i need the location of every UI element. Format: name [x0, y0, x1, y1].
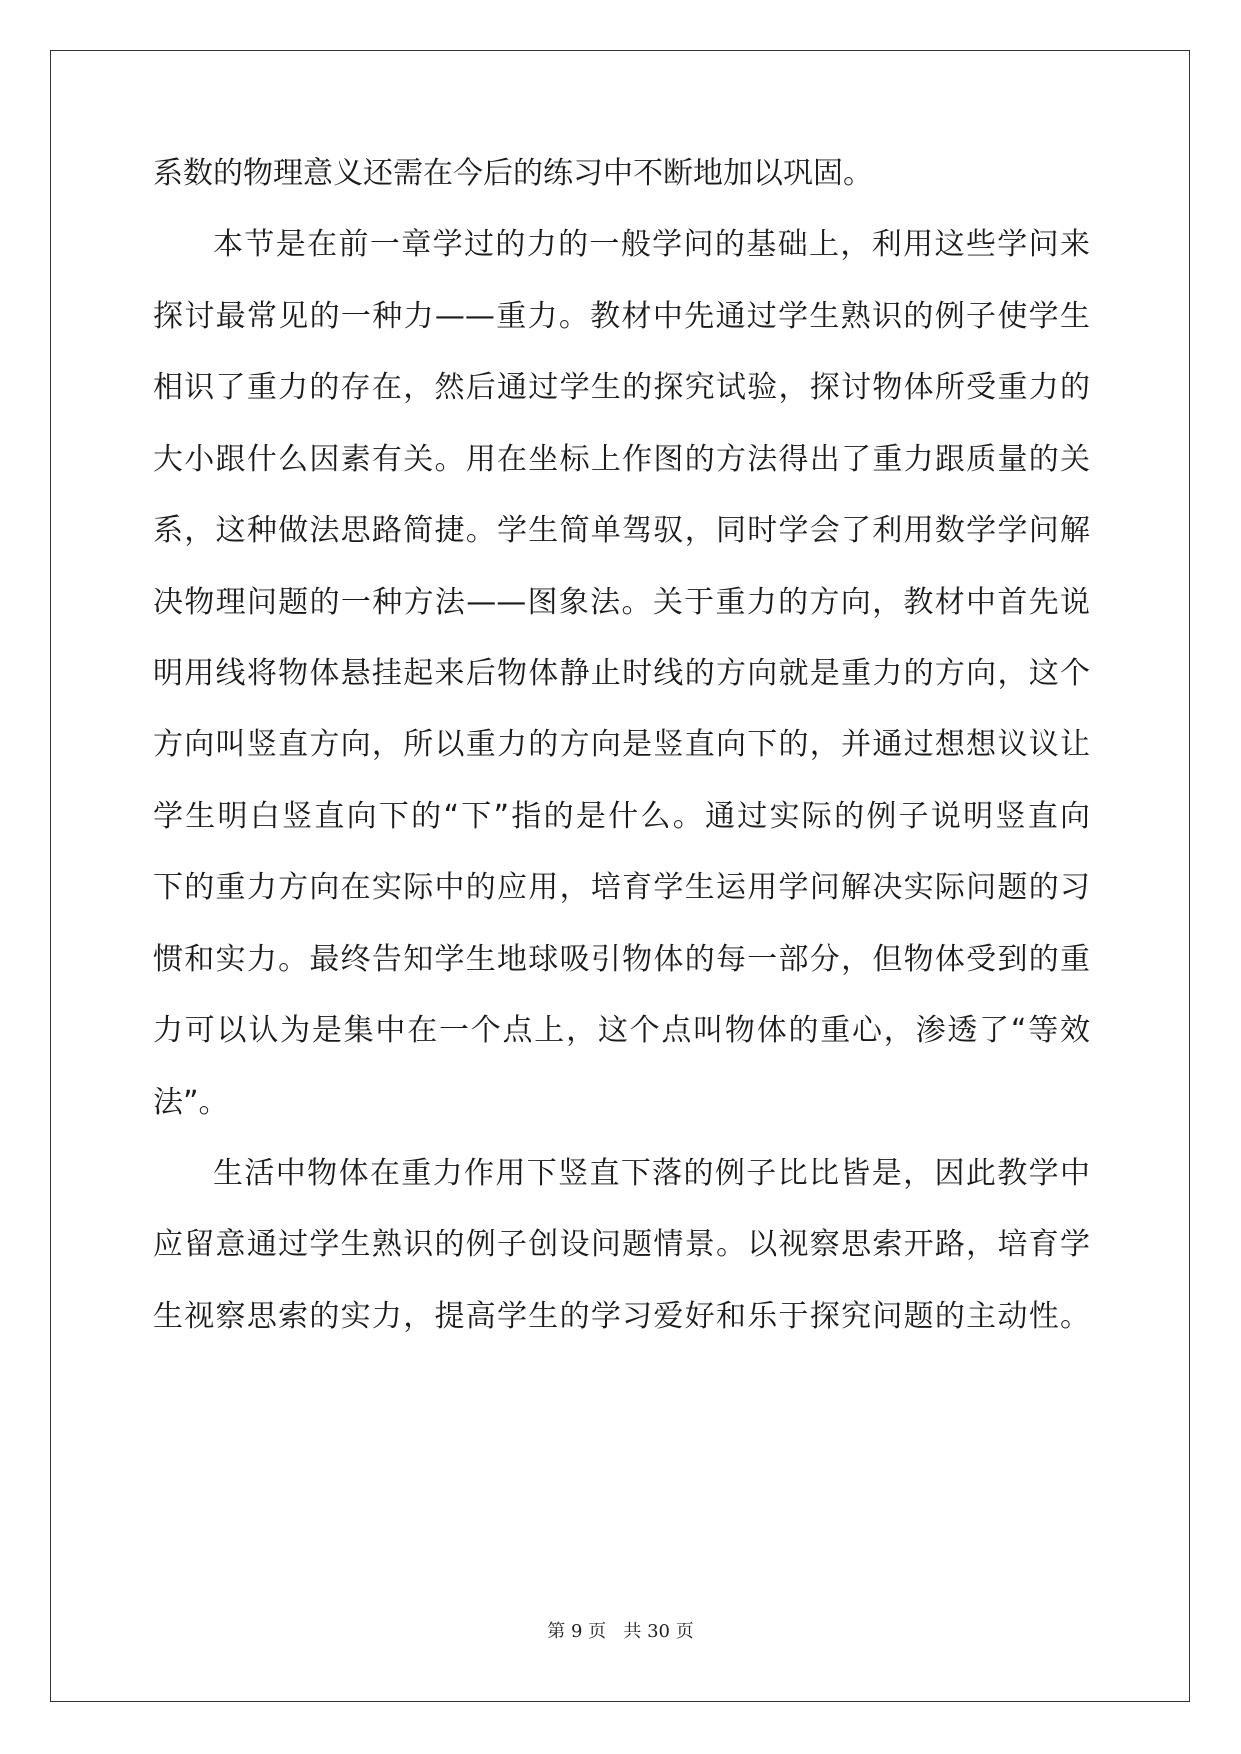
- paragraph-line: 相识了重力的存在，然后通过学生的探究试验，探讨物体所受重力的: [153, 370, 1090, 405]
- paragraph-line: 决物理问题的一种方法——图象法。关于重力的方向，教材中首先说: [153, 585, 1090, 620]
- paragraph-line: 本节是在前一章学过的力的一般学问的基础上，利用这些学问来: [213, 227, 1090, 262]
- paragraph-line: 应留意通过学生熟识的例子创设问题情景。以视察思索开路，培育学: [153, 1227, 1090, 1262]
- paragraph-line: 下的重力方向在实际中的应用，培育学生运用学问解决实际问题的习: [153, 870, 1090, 905]
- paragraph-line: 大小跟什么因素有关。用在坐标上作图的方法得出了重力跟质量的关: [153, 442, 1090, 477]
- paragraph-line: 力可以认为是集中在一个点上，这个点叫物体的重心，渗透了“等效: [153, 1013, 1090, 1048]
- paragraph-line: 系，这种做法思路简捷。学生简单驾驭，同时学会了利用数学学问解: [153, 513, 1090, 548]
- page-number: 第 9 页 共 30 页: [547, 1621, 694, 1642]
- paragraph-line: 明用线将物体悬挂起来后物体静止时线的方向就是重力的方向，这个: [153, 656, 1090, 691]
- paragraph-line: 系数的物理意义还需在今后的练习中不断地加以巩固。: [153, 156, 873, 191]
- paragraph-line: 法”。: [153, 1085, 229, 1120]
- paragraph-line: 生活中物体在重力作用下竖直下落的例子比比皆是，因此教学中: [213, 1156, 1090, 1191]
- paragraph-line: 生视察思索的实力，提高学生的学习爱好和乐于探究问题的主动性。: [153, 1299, 1090, 1334]
- paragraph-line: 探讨最常见的一种力——重力。教材中先通过学生熟识的例子使学生: [153, 299, 1090, 334]
- paragraph-line: 惯和实力。最终告知学生地球吸引物体的每一部分，但物体受到的重: [153, 942, 1090, 977]
- paragraph-line: 方向叫竖直方向，所以重力的方向是竖直向下的，并通过想想议议让: [153, 727, 1090, 762]
- paragraph-line: 学生明白竖直向下的“下”指的是什么。通过实际的例子说明竖直向: [153, 799, 1090, 834]
